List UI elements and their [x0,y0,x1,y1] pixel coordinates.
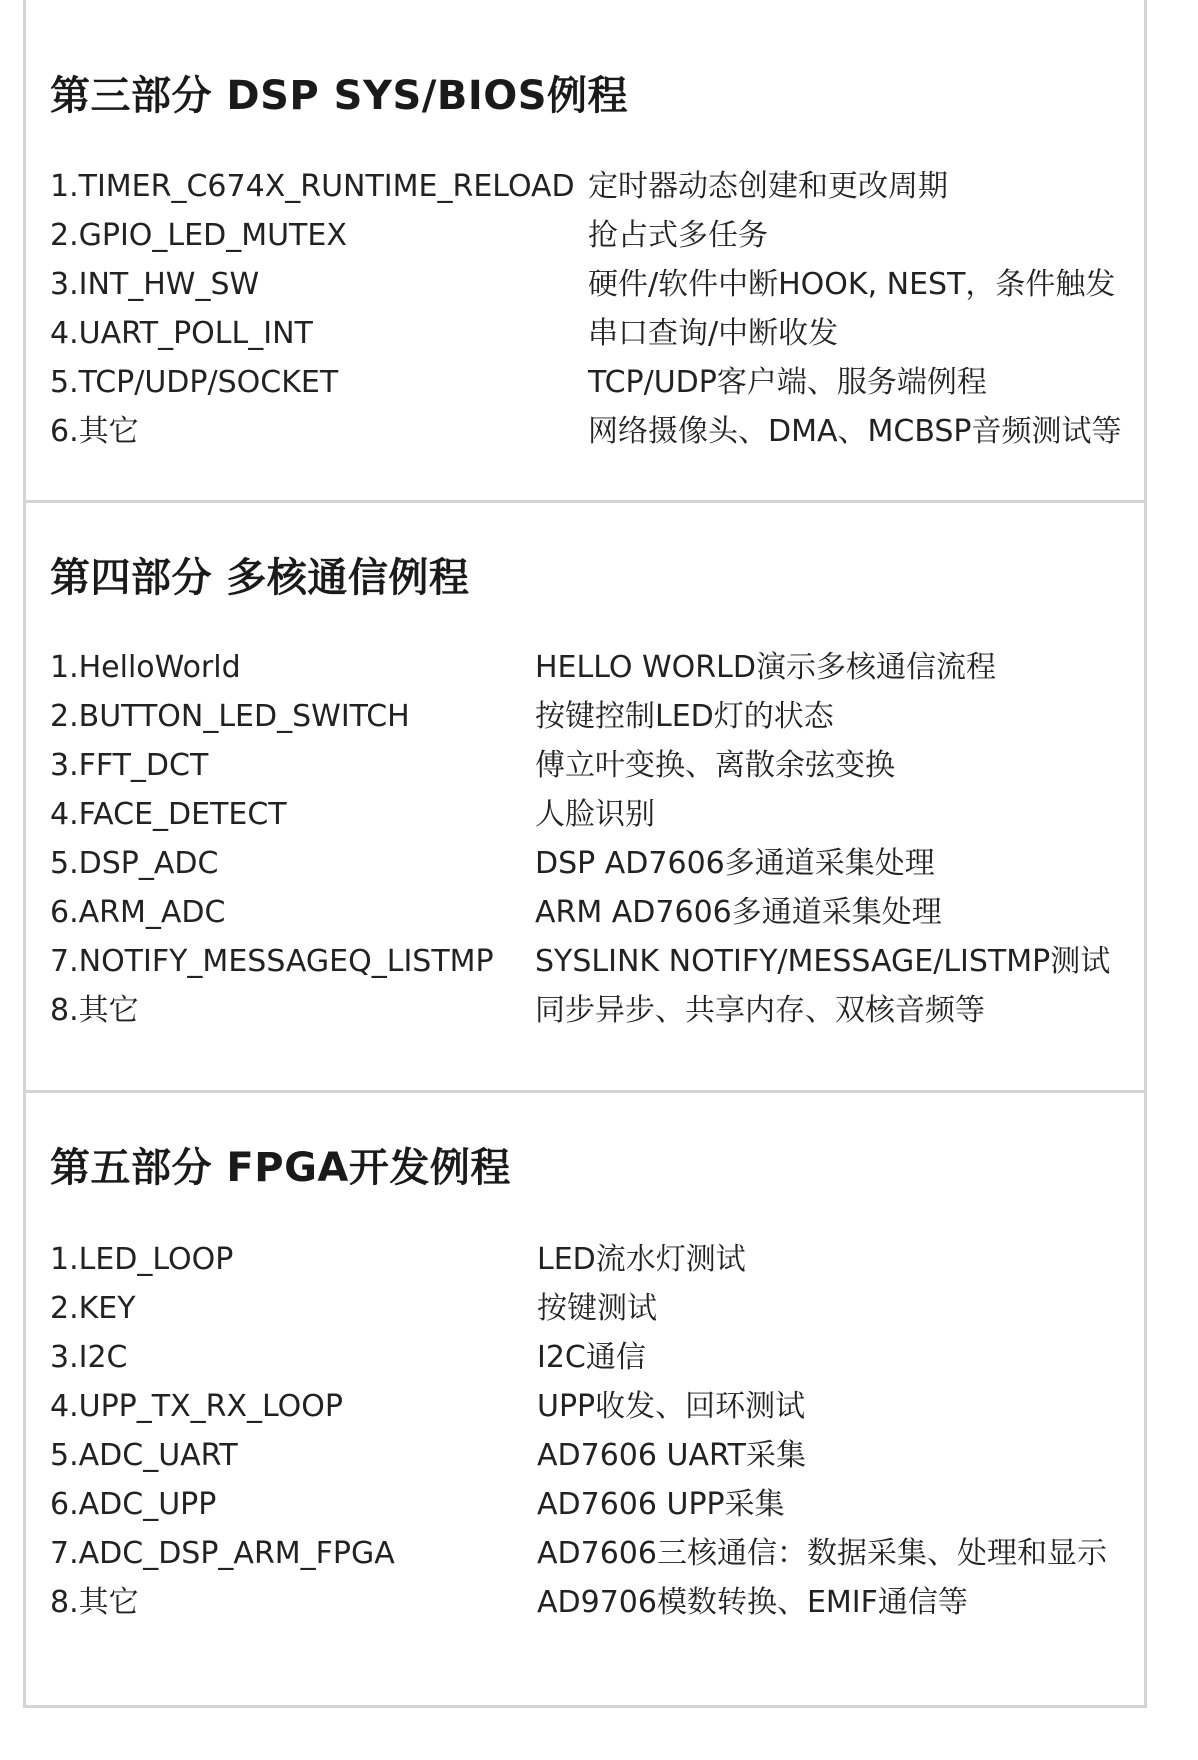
list-item [26,937,1144,986]
example-description: 同步异步、共享内存、双核音频等 [535,993,985,1028]
example-name: 4.UART_POLL_INT [50,316,313,351]
example-description: 硬件/软件中断HOOK, NEST，条件触发 [588,267,1116,302]
example-name: 5.DSP_ADC [50,846,219,881]
list-item [26,358,1144,407]
example-name: 3.FFT_DCT [50,748,209,783]
example-description: HELLO WORLD演示多核通信流程 [535,650,996,685]
list-item [26,643,1144,692]
list-item [26,790,1144,839]
list-item [26,1480,1144,1529]
example-name: 5.TCP/UDP/SOCKET [50,365,339,400]
list-item [26,1284,1144,1333]
list-item [26,1333,1144,1382]
example-name: 8.其它 [50,993,139,1028]
example-name: 1.LED_LOOP [50,1242,234,1277]
list-item [26,741,1144,790]
example-description: LED流水灯测试 [537,1242,746,1277]
list-item [26,1235,1144,1284]
example-name: 2.KEY [50,1291,136,1326]
section-title: 第五部分 FPGA开发例程 [50,1145,511,1191]
example-name: 4.UPP_TX_RX_LOOP [50,1389,343,1424]
list-item [26,1382,1144,1431]
list-item [26,839,1144,888]
example-description: AD7606 UPP采集 [537,1487,785,1522]
example-description: 按键测试 [537,1291,657,1326]
section-title: 第三部分 DSP SYS/BIOS例程 [50,73,629,119]
example-description: UPP收发、回环测试 [537,1389,806,1424]
example-name: 6.ADC_UPP [50,1487,217,1522]
example-description: 定时器动态创建和更改周期 [588,169,948,204]
example-name: 7.ADC_DSP_ARM_FPGA [50,1536,395,1571]
example-name: 6.ARM_ADC [50,895,226,930]
example-name: 2.BUTTON_LED_SWITCH [50,699,410,734]
example-description: ARM AD7606多通道采集处理 [535,895,942,930]
list-item [26,1529,1144,1578]
example-name: 5.ADC_UART [50,1438,238,1473]
section-title: 第四部分 多核通信例程 [50,555,470,601]
list-item [26,162,1144,211]
section-dsp-sysbios [26,0,1144,503]
example-description: 串口查询/中断收发 [588,316,839,351]
example-description: 按键控制LED灯的状态 [535,699,834,734]
example-name: 3.INT_HW_SW [50,267,260,302]
list-item [26,986,1144,1035]
list-item [26,309,1144,358]
example-description: 人脸识别 [535,797,655,832]
list-item [26,692,1144,741]
section-fpga [26,1090,1144,1705]
example-description: AD7606 UART采集 [537,1438,806,1473]
list-item [26,1578,1144,1627]
example-description: AD7606三核通信：数据采集、处理和显示 [537,1536,1107,1571]
example-description: AD9706模数转换、EMIF通信等 [537,1585,968,1620]
example-description: 抢占式多任务 [588,218,768,253]
example-name: 1.TIMER_C674X_RUNTIME_RELOAD [50,169,575,204]
example-description: 傅立叶变换、离散余弦变换 [535,748,895,783]
section-multicore [26,500,1144,1093]
example-name: 2.GPIO_LED_MUTEX [50,218,347,253]
example-description: DSP AD7606多通道采集处理 [535,846,935,881]
list-item [26,407,1144,456]
examples-panel [23,0,1147,1708]
example-name: 4.FACE_DETECT [50,797,287,832]
list-item [26,888,1144,937]
example-description: TCP/UDP客户端、服务端例程 [588,365,987,400]
example-description: I2C通信 [537,1340,646,1375]
list-item [26,211,1144,260]
list-item [26,1431,1144,1480]
example-name: 3.I2C [50,1340,128,1375]
example-description: SYSLINK NOTIFY/MESSAGE/LISTMP测试 [535,944,1111,979]
example-name: 6.其它 [50,414,139,449]
example-name: 8.其它 [50,1585,139,1620]
example-description: 网络摄像头、DMA、MCBSP音频测试等 [588,414,1122,449]
example-name: 1.HelloWorld [50,650,241,685]
example-name: 7.NOTIFY_MESSAGEQ_LISTMP [50,944,494,979]
list-item [26,260,1144,309]
